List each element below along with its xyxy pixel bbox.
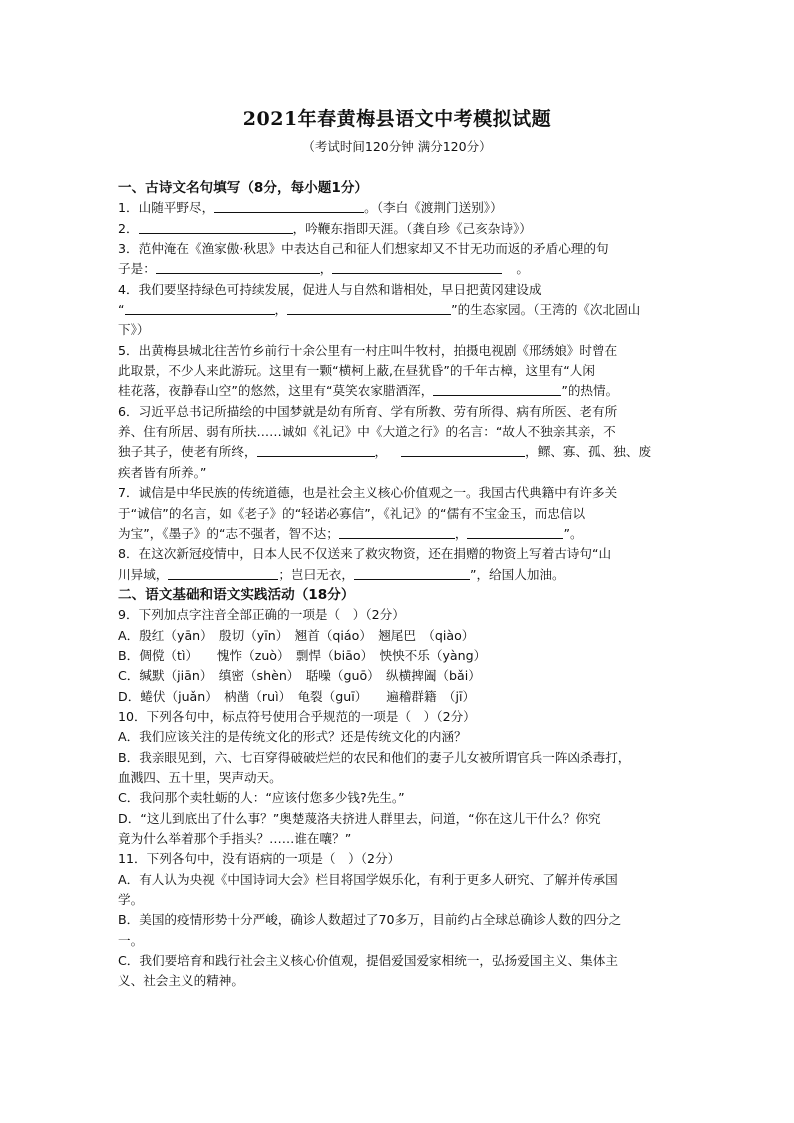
answer-blank[interactable]	[467, 524, 563, 539]
answer-blank[interactable]	[214, 198, 364, 213]
question-line: 桂花落，夜静春山空”的悠然，这里有“莫笑农家腊酒浑， ”的热情。	[118, 383, 619, 399]
option-line: C．我问那个卖牡蛎的人：“应该付您多少钱?先生。”	[118, 790, 405, 806]
question-line: 7．诚信是中华民族的传统道德，也是社会主义核心价值观之一。我国古代典籍中有许多关	[118, 485, 618, 501]
question-line: 川异域， ；岂曰无衣， ”，给国人加油。	[118, 566, 565, 582]
question-line: 2． ，吟鞭东指即天涯。（龚自珍《己亥杂诗》）	[118, 220, 532, 236]
question-line: 为宝”，《墨子》的“志不强者，智不达； ， ”。	[118, 525, 583, 541]
answer-blank[interactable]	[433, 381, 561, 396]
question-line: 下》）	[118, 322, 150, 338]
option-line: D．“这儿到底出了什么事？”奥楚蔑洛夫挤进人群里去，问道，“你在这儿干什么？你究	[118, 810, 601, 826]
exam-title: 2021年春黄梅县语文中考模拟试题	[242, 108, 552, 130]
question-line: 11．下列各句中，没有语病的一项是（ ）（2分）	[118, 851, 401, 867]
question-line: 于“诚信”的名言，如《老子》的“轻诺必寡信”，《礼记》的“儒有不宝金玉，而忠信以	[118, 505, 586, 521]
question-line: 疾者皆有所养。”	[118, 464, 207, 480]
option-line: B．倜傥（tì） 愧怍（zuò） 剽悍（biāo） 怏怏不乐（yàng）	[118, 647, 487, 663]
option-line: 一。	[118, 932, 144, 948]
option-line: A．有人认为央视《中国诗词大会》栏目将国学娱乐化，有利于更多人研究、了解并传承国	[118, 871, 618, 887]
answer-blank[interactable]	[401, 442, 525, 457]
option-line: A．殷红（yān） 殷切（yīn） 翘首（qiáo） 翘尾巴 （qiào）	[118, 627, 475, 643]
answer-blank[interactable]	[168, 565, 278, 580]
answer-blank[interactable]	[339, 524, 455, 539]
option-line: 竟为什么举着那个手指头？……谁在嚷？”	[118, 831, 352, 846]
question-line: 养、住有所居、弱有所扶……诚如《礼记》中《大道之行》的名言：“故人不独亲其亲，不	[118, 424, 616, 440]
option-line: 血溅四、五十里，哭声动天。	[118, 769, 282, 785]
question-line: “ ， ”的生态家园。（王湾的《次北固山	[118, 302, 641, 318]
question-line: 3．范仲淹在《渔家傲·秋思》中表达自己和征人们想家却又不甘无功而返的矛盾心理的句	[118, 241, 609, 257]
question-line: 独子其子，使老有所终， ， ，鳏、寡、孤、独、废	[118, 444, 652, 460]
answer-blank[interactable]	[257, 442, 375, 457]
answer-blank[interactable]	[139, 219, 293, 234]
answer-blank[interactable]	[332, 259, 502, 274]
answer-blank[interactable]	[125, 300, 275, 315]
exam-body	[118, 178, 678, 992]
option-line: 学。	[118, 892, 144, 908]
question-line: 10．下列各句中，标点符号使用合乎规范的一项是（ ）（2分）	[118, 708, 476, 724]
option-line: C．缄默（jiān） 缜密（shèn） 聒噪（guō） 纵横捭阖（bǎi）	[118, 668, 481, 684]
question-line: 1．山随平野尽， 。（李白《渡荆门送别》）	[118, 200, 503, 216]
answer-blank[interactable]	[156, 259, 320, 274]
exam-subtitle: （考试时间120分钟 满分120分）	[302, 139, 492, 154]
question-line: 此取景，不少人来此游玩。这里有一颗“横柯上蔽,在昼犹昏”的千年古樟，这里有“人闲	[118, 363, 595, 379]
option-line: C．我们要培育和践行社会主义核心价值观，提倡爱国爱家相统一，弘扬爱国主义、集体主	[118, 953, 618, 969]
question-line: 6．习近平总书记所描绘的中国梦就是幼有所育、学有所教、劳有所得、病有所医、老有所	[118, 403, 618, 419]
question-line: 子是： ， 。	[118, 261, 529, 277]
question-line: 8．在这次新冠疫情中，日本人民不仅送来了救灾物资，还在捐赠的物资上写着古诗句“山	[118, 546, 612, 562]
option-line: B．我亲眼见到，六、七百穿得破破烂烂的农民和他们的妻子儿女被所谓官兵一阵凶杀毒打，	[118, 749, 631, 765]
option-line: B．美国的疫情形势十分严峻，确诊人数超过了70多万，目前约占全球总确诊人数的四分之	[118, 912, 622, 928]
option-line: 义、社会主义的精神。	[118, 973, 244, 989]
section-heading: 二、语文基础和语文实践活动（18分）	[118, 586, 355, 603]
section-heading: 一、古诗文名句填写（8分，每小题1分）	[118, 180, 369, 196]
answer-blank[interactable]	[354, 565, 470, 580]
answer-blank[interactable]	[287, 300, 451, 315]
option-line: D．蜷伏（juǎn） 枘凿（ruì） 龟裂（guī） 遍稽群籍 （jī）	[118, 688, 476, 704]
question-line: 4．我们要坚持绿色可持续发展，促进人与自然和谐相处，早日把黄冈建设成	[118, 281, 542, 297]
option-line: A．我们应该关注的是传统文化的形式？还是传统文化的内涵？	[118, 729, 467, 745]
question-line: 5．出黄梅县城北往苦竹乡前行十余公里有一村庄叫牛牧村，拍摄电视剧《邢绣娘》时曾在	[118, 342, 618, 358]
question-line: 9．下列加点字注音全部正确的一项是（ ）（2分）	[118, 607, 405, 623]
